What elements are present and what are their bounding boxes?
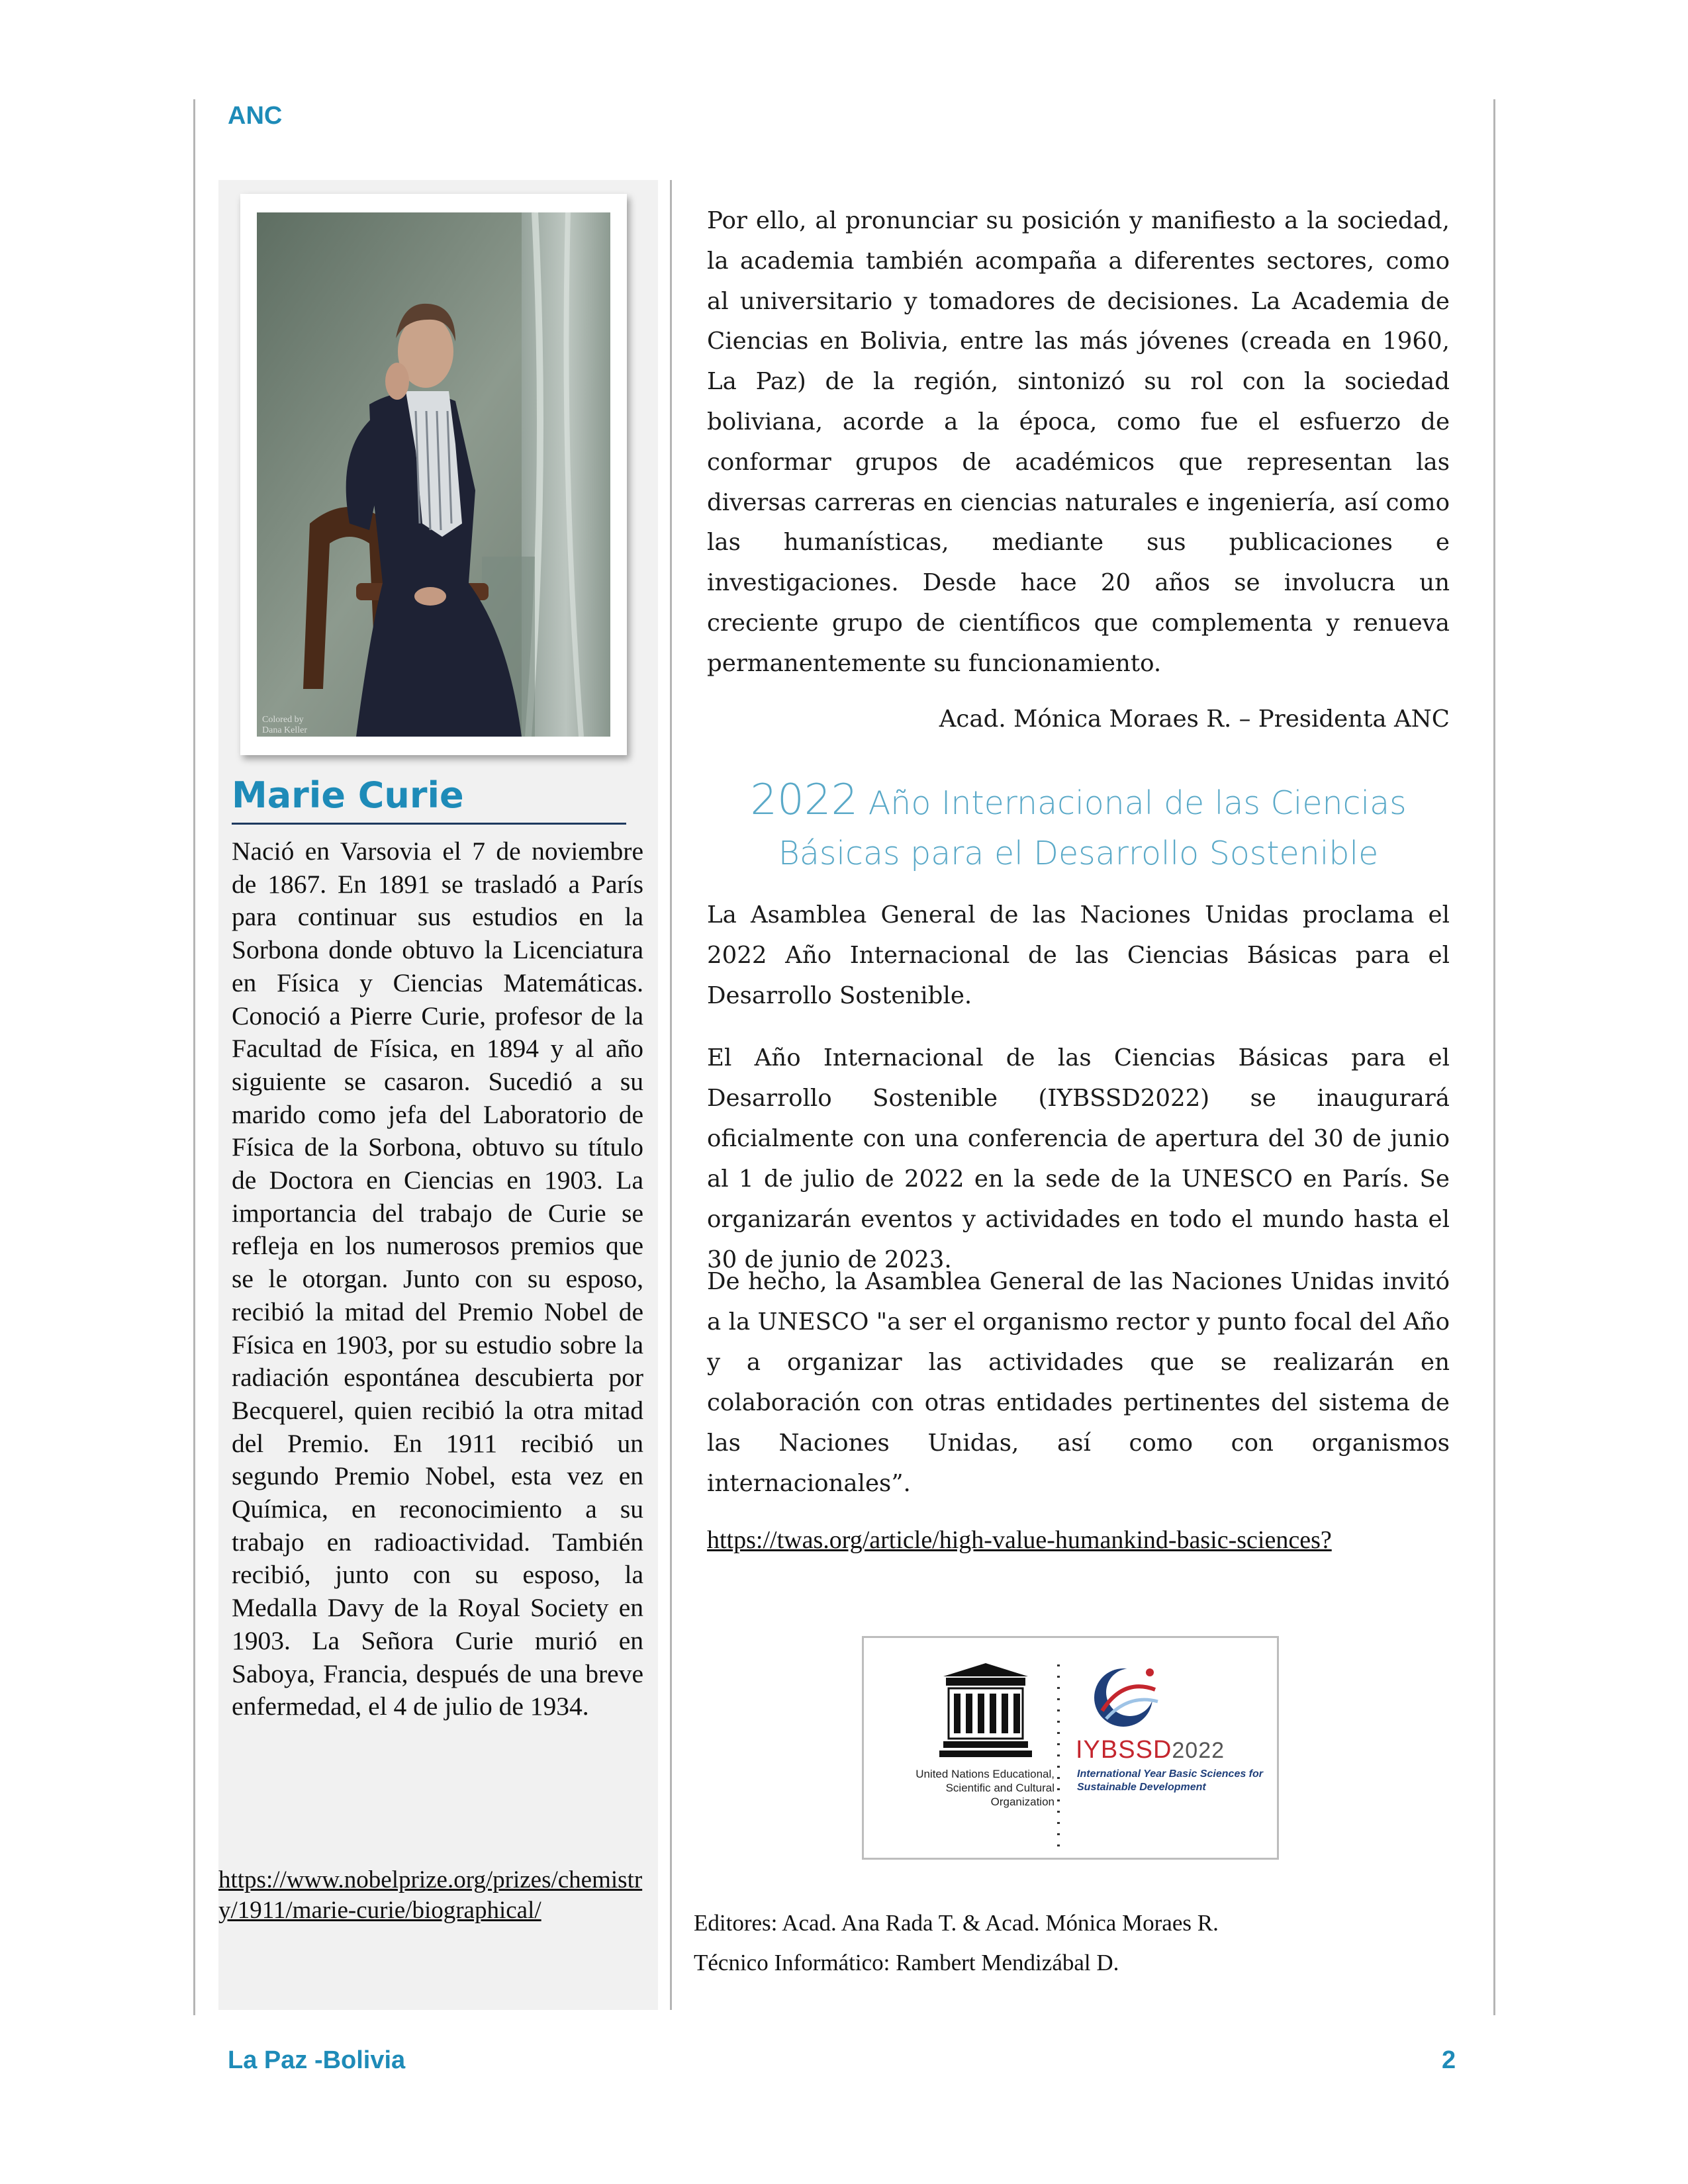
- sidebar-title: Marie Curie: [232, 774, 464, 816]
- credit-tech: Técnico Informático: Rambert Mendizábal D.: [694, 1950, 1119, 1976]
- heading-line1: Año Internacional de las Ciencias: [868, 784, 1407, 822]
- title-underline: [232, 823, 626, 825]
- iybssd-wordmark: IYBSSD2022: [1076, 1736, 1225, 1764]
- unesco-org-name: United Nations Educational, Scientific and Cultural Organization: [915, 1768, 1055, 1808]
- sidebar-bio: Nació en Varsovia el 7 de noviembre de 1867. En 1891 se trasladó a París para continuar sus estudios en la Sorbona donde obtuvo la Licenciatura en Física y Ciencias Matemáticas. Conoció a Pierre Curie, profesor de la Facultad de Física, en 1894 y al año siguiente se casaron. Sucedió a su marido como jefa del Laboratorio de Física de la Sorbona, obtuvo su título de Doctora en Ciencias en 1903. La importancia del trabajo de Curie se refleja en los numerosos premios que se le otorgan. Junto con su esposo, recibió la mitad del Premio Nobel de Física en 1903, por su estudio sobre la radiación espontánea descubierta por Becquerel, quien recibió la otra mitad del Premio. En 1911 recibió un segundo Premio Nobel, esta vez en Química, en reconocimiento a su trabajo en radioactividad. También recibió, junto con su esposo, la Medalla Davy de la Royal Society en 1903. La Señora Curie murió en Saboya, Francia, después de una breve enfermedad, el 4 de julio de 1934.: [232, 837, 643, 1721]
- heading-year: 2022: [750, 776, 859, 825]
- page-right-rule: [1493, 99, 1495, 2015]
- portrait-photo: [240, 194, 627, 755]
- twas-link[interactable]: https://twas.org/article/high-value-humankind-basic-sciences?: [707, 1526, 1332, 1554]
- heading-line2: Básicas para el Desarrollo Sostenible: [778, 835, 1379, 872]
- portrait-image: [257, 212, 610, 737]
- photo-credit: Colored by: [262, 715, 304, 725]
- page-number: 2: [1442, 2046, 1456, 2074]
- page-left-rule: [193, 99, 195, 2015]
- header-org: ANC: [228, 102, 283, 130]
- signature: Acad. Mónica Moraes R. – Presidenta ANC: [939, 705, 1450, 733]
- footer-location: La Paz -Bolivia: [228, 2046, 406, 2074]
- iybssd-subtitle: International Year Basic Sciences for Sustainable Development: [1077, 1768, 1264, 1793]
- column-divider: [670, 180, 672, 2010]
- credit-editors: Editores: Acad. Ana Rada T. & Acad. Mónica Moraes R.: [694, 1910, 1219, 1936]
- section-heading: [707, 773, 1450, 877]
- nobel-link[interactable]: https://www.nobelprize.org/prizes/chemistry/1911/marie-curie/biographical/: [218, 1866, 643, 1924]
- paragraph-1: La Asamblea General de las Naciones Unidas proclama el 2022 Año Internacional de las Ciencias Básicas para el Desarrollo Sostenible.: [707, 901, 1450, 1009]
- intro-paragraph: Por ello, al pronunciar su posición y manifiesto a la sociedad, la academia también acompaña a diferentes sectores, como al universitario y tomadores de decisiones. La Academia de Ciencias en Bolivia, entre las más jóvenes (creada en 1960, La Paz) de la región, sintonizó su rol con la sociedad boliviana, acorde a la época, como fue el esfuerzo de conformar grupos de académicos que representan las diversas carreras en ciencias naturales e ingeniería, así como las humanísticas, mediante sus publicaciones e investigaciones. Desde hace 20 años se involucra un creciente grupo de científicos que complementa y renueva permanentemente su funcionamiento.: [707, 207, 1450, 677]
- paragraph-3: De hecho, la Asamblea General de las Naciones Unidas invitó a la UNESCO "a ser el organismo rector y punto focal del Año y a organizar las actividades que se realizarán en colaboración con otras entidades pertinentes del sistema de las Naciones Unidas, así como con organismos internacionales”.: [707, 1268, 1450, 1497]
- svg-text:Dana Keller: Dana Keller: [262, 725, 308, 735]
- paragraph-2: El Año Internacional de las Ciencias Básicas para el Desarrollo Sostenible (IYBSSD2022) se inaugurará oficialmente con una conferencia de apertura del 30 de junio al 1 de julio de 2022 en la sede de la UNESCO en París. Se organizarán eventos y actividades en todo el mundo hasta el 30 de junio de 2023.: [707, 1044, 1450, 1273]
- logo-box: [862, 1636, 1279, 1860]
